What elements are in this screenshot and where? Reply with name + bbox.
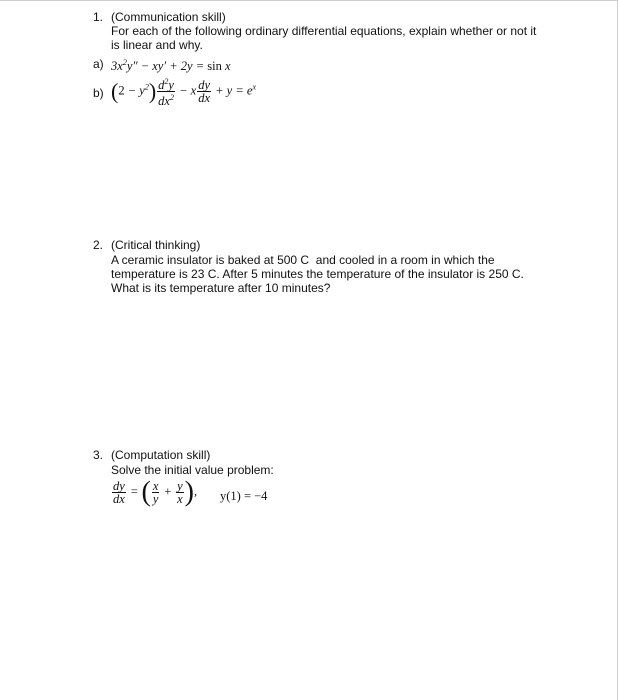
q1a-equation: $3x^2y'' - xy' + 2y = \sin x$ [111,58,231,74]
q1b-equation: $(2 - y^2)$ $\frac{d^2y}{dx^2}$ − x $\frac{dy}{dx}$ + $y = e^x$ [111,77,257,109]
q1-text-line1: For each of the following ordinary differential equations, explain whether or not it [111,24,537,38]
q2-text-line1: A ceramic insulator is baked at 500 C and cooled in a room in which the [111,253,495,267]
q2-text-line3: What is its temperature after 10 minutes? [111,281,331,295]
q1b-label: b) [93,86,104,100]
q3-equation: $\frac{dy}{dx}$ = ( $\frac{x}{y}$ + $\frac{y}{x}$ ), [113,476,198,508]
q1-text-line2: is linear and why. [111,38,203,52]
q1-number: 1. [93,10,104,24]
q2-text-line2: temperature is 23 C. After 5 minutes the temperature of the insulator is 250 C. [111,267,524,281]
q1-title: (Communication skill) [111,10,226,24]
q3-title: (Computation skill) [111,448,211,462]
q3-text-line1: Solve the initial value problem: [111,463,274,477]
q2-title: (Critical thinking) [111,238,201,252]
q3-initial-condition: y(1) = −4 [220,489,268,503]
q2-number: 2. [93,238,104,252]
q3-number: 3. [93,448,104,462]
q1a-label: a) [93,57,104,71]
